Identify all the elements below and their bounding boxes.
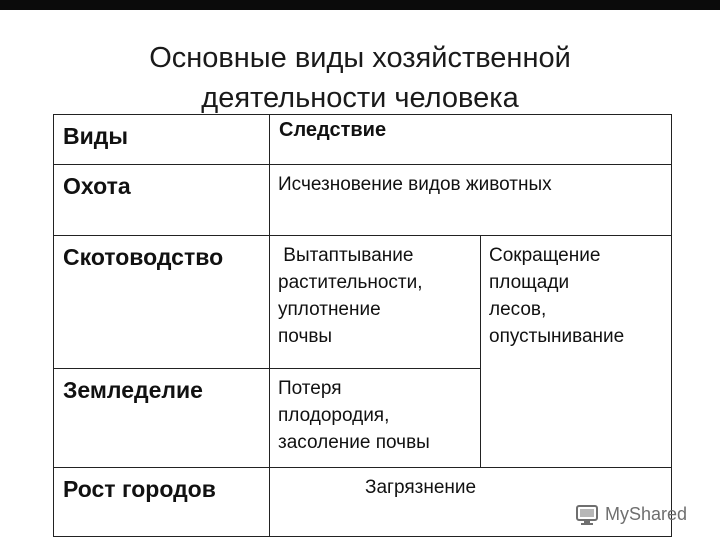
slides-stack-icon bbox=[575, 502, 601, 526]
slide-title bbox=[40, 38, 680, 118]
header-kind-cell bbox=[53, 114, 270, 165]
shared-effect-line-1: Сокращение bbox=[489, 245, 601, 266]
row-cattle-effect-line-2: растительности, bbox=[278, 272, 423, 293]
row-cities-effect-text: Загрязнение bbox=[365, 477, 477, 498]
row-farming-effect bbox=[269, 368, 481, 468]
shared-effect-cell bbox=[480, 235, 672, 468]
header-effect-cell bbox=[269, 114, 672, 165]
row-cattle-effect-line-1: Вытаптывание bbox=[278, 245, 414, 266]
watermark-text: MyShared bbox=[605, 503, 688, 524]
row-cattle-effect bbox=[269, 235, 481, 369]
row-farming-label: Земледелие bbox=[63, 377, 203, 403]
row-hunting-kind bbox=[53, 164, 270, 236]
row-farming-effect-line-2: плодородия, bbox=[278, 405, 390, 426]
row-cattle-effect-line-3: уплотнение bbox=[278, 299, 381, 320]
row-hunting-effect bbox=[269, 164, 672, 236]
slide-title-line-2: деятельности человека bbox=[201, 82, 519, 114]
slide-title-line-1: Основные виды хозяйственной bbox=[149, 42, 571, 74]
row-farming-effect-line-1: Потеря bbox=[278, 378, 342, 399]
shared-effect-line-4: опустынивание bbox=[489, 326, 625, 347]
shared-effect-line-3: лесов, bbox=[489, 299, 547, 320]
top-bar bbox=[0, 0, 720, 10]
row-cities-label: Рост городов bbox=[63, 476, 216, 502]
row-hunting-label: Охота bbox=[63, 173, 131, 199]
row-cities-kind bbox=[53, 467, 270, 537]
row-hunting-effect-text: Исчезновение видов животных bbox=[278, 174, 552, 195]
header-kind-label: Виды bbox=[63, 123, 128, 149]
row-cattle-kind bbox=[53, 235, 270, 369]
row-farming-kind bbox=[53, 368, 270, 468]
row-cattle-label: Скотоводство bbox=[63, 244, 224, 270]
myshared-watermark bbox=[575, 500, 687, 528]
row-farming-effect-line-3: засоление почвы bbox=[278, 432, 430, 453]
shared-effect-line-2: площади bbox=[489, 272, 570, 293]
header-effect-label: Следствие bbox=[279, 119, 387, 141]
row-cattle-effect-line-4: почвы bbox=[278, 326, 333, 347]
